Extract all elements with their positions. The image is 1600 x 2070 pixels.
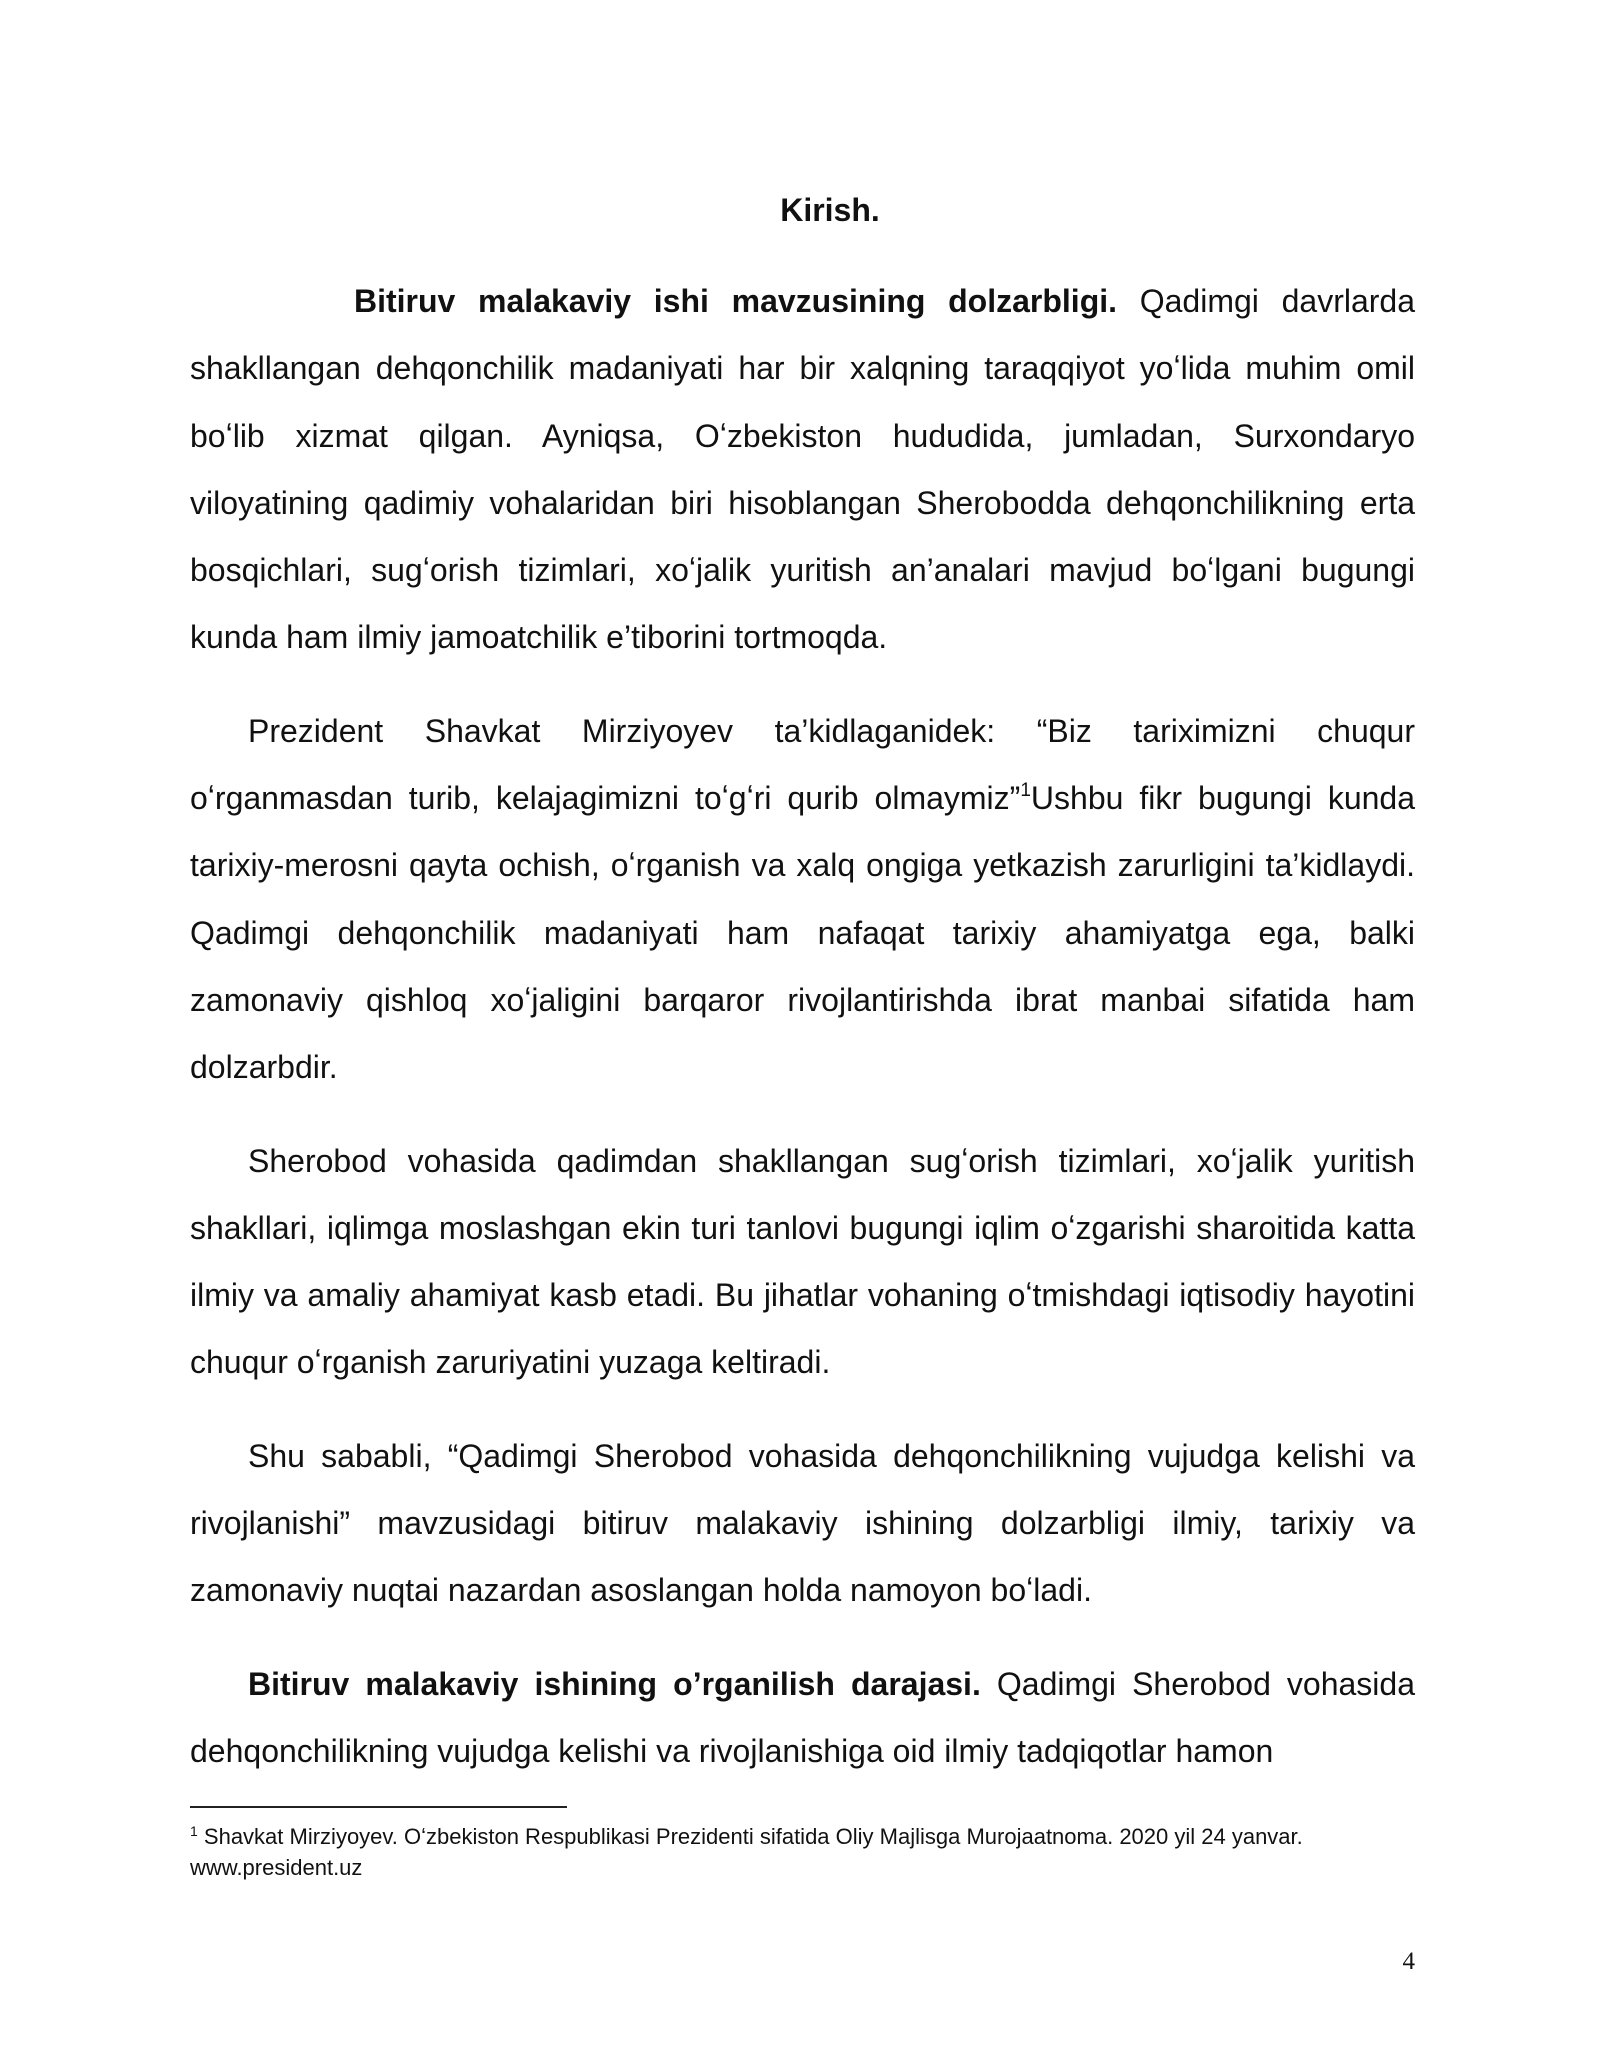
paragraph-text: Qadimgi davrlarda shakllangan dehqonchilik madaniyati har bir xalqning taraqqiyot yoʻlida muhim omil boʻlib xizmat qilgan. Ayniqsa, Oʻzbekiston hududida, jumladan, Surxondaryo viloyatining qadimiy vohalaridan biri hisoblangan Sherobodda dehqonchilikning erta bosqichlari, sugʻorish tizimlari, xoʻjalik yuritish an’analari mavjud boʻlgani bugungi kunda ham ilmiy jamoatchilik e’tiborini tortmoqda. — [190, 283, 1416, 656]
paragraph-conclusion — [190, 1423, 1415, 1625]
paragraph-study-level — [190, 1651, 1415, 1786]
footnote-number: 1 — [190, 1823, 198, 1839]
body-text — [190, 268, 1415, 1785]
paragraph-relevance — [190, 268, 1415, 672]
page-title: Kirish. — [780, 192, 880, 228]
footnote — [190, 1821, 1430, 1883]
paragraph-lead: Bitiruv malakaviy ishi mavzusining dolzarbligi. — [354, 283, 1118, 319]
paragraph-lead: Bitiruv malakaviy ishining o’rganilish darajasi. — [248, 1665, 981, 1702]
paragraph-text: Qadimgi Sherobod vohasida dehqonchilikning vujudga kelishi va rivojlanishiga oid ilmiy tadqiqotlar hamon — [190, 1665, 1416, 1769]
paragraph-president-quote — [190, 698, 1415, 1102]
paragraph-irrigation — [190, 1128, 1415, 1397]
footnote-reference[interactable]: 1 — [1020, 780, 1031, 802]
paragraph-text: Sherobod vohasida qadimdan shakllangan sugʻorish tizimlari, xoʻjalik yuritish shakllari, iqlimga moslashgan ekin turi tanlovi bugungi iqlim oʻzgarishi sharoitida katta ilmiy va amaliy ahamiyat kasb etadi. Bu jihatlar vohaning oʻtmishdagi iqtisodiy hayotini chuqur oʻrganish zaruriyatini yuzaga keltiradi. — [190, 1142, 1415, 1381]
paragraph-text: Prezident Shavkat Mirziyoyev ta’kidlaganidek: “Biz tariximizni chuqur oʻrganmasdan turib, kelajagimizni toʻgʻri qurib olmaymiz” — [190, 712, 1415, 817]
paragraph-text: Shu sababli, “Qadimgi Sherobod vohasida dehqonchilikning vujudga kelishi va rivojlanishi” mavzusidagi bitiruv malakaviy ishining dolzarbligi ilmiy, tarixiy va zamonaviy nuqtai nazardan asoslangan holda namoyon boʻladi. — [190, 1437, 1415, 1609]
footnote-separator — [190, 1806, 567, 1808]
paragraph-text: Ushbu fikr bugungi kunda tarixiy-merosni qayta ochish, oʻrganish va xalq ongiga yetkazish zarurligini ta’kidlaydi. Qadimgi dehqonchilik madaniyati ham nafaqat tarixiy ahamiyatga ega, balki zamonaviy qishloq xoʻjaligini barqaror rivojlantirishda ibrat manbai sifatida ham dolzarbdir. — [190, 780, 1416, 1086]
footnote-text: Shavkat Mirziyoyev. Oʻzbekiston Respublikasi Prezidenti sifatida Oliy Majlisga Murojaatnoma. 2020 yil 24 yanvar. www.president.uz — [190, 1824, 1303, 1880]
page-number: 4 — [1402, 1948, 1415, 1975]
